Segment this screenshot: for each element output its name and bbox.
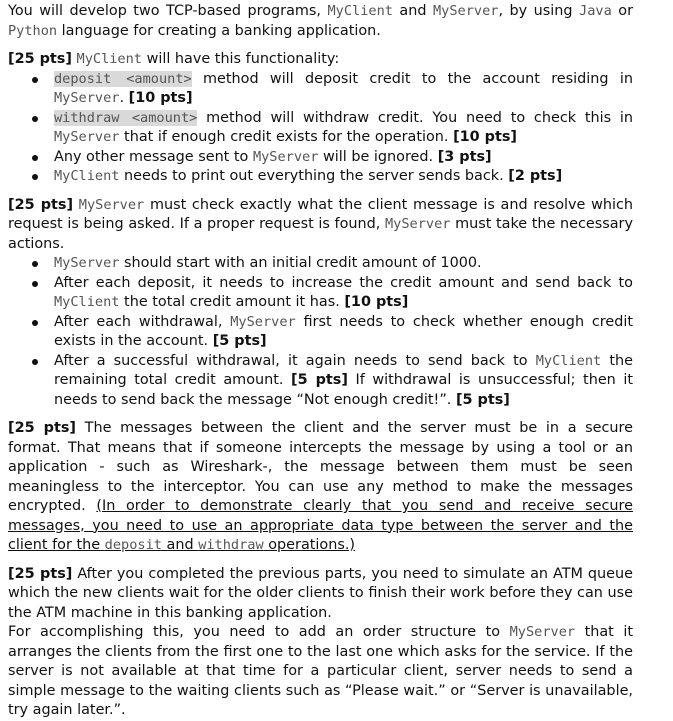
points-label: [10 pts] — [344, 294, 409, 310]
points-label: [10 pts] — [453, 129, 517, 145]
section-1-heading — [8, 50, 633, 70]
section-4-paragraph — [8, 565, 633, 624]
code-java: Java — [579, 3, 612, 19]
section-text: must check exactly what the client message is and resolve which request is being asked. If a proper request is found, — [8, 196, 634, 232]
list-text: the total credit amount it has. — [119, 294, 345, 310]
points-label: [10 pts] — [128, 90, 193, 106]
list-item — [54, 148, 633, 168]
code-myclient: MyClient — [76, 51, 142, 67]
code-myclient: MyClient — [54, 168, 120, 184]
code-withdraw: withdraw <amount> — [54, 109, 198, 126]
points-label: [2 pts] — [508, 168, 563, 184]
code-myserver: MyServer — [252, 148, 319, 165]
underlined-text: operations.) — [263, 537, 356, 553]
code-myserver: MyServer — [384, 216, 451, 232]
code-myserver: MyServer — [230, 313, 296, 330]
list-text: first needs to check whether enough credit exists in the account. — [54, 313, 633, 349]
list-text: should start with an initial credit amount of 1000. — [119, 255, 482, 271]
list-item — [54, 313, 633, 352]
intro-text: , by using — [498, 3, 580, 19]
code-myserver: MyServer — [54, 255, 120, 271]
code-myclient: MyClient — [535, 352, 602, 369]
code-withdraw: withdraw — [198, 537, 264, 553]
code-myserver: MyServer — [78, 196, 145, 213]
list-text: needs to print out everything the server sends back. — [119, 168, 509, 184]
list-text: method will withdraw credit. You need to check this in — [197, 109, 633, 126]
code-deposit: deposit — [104, 537, 162, 553]
list-text: If withdrawal is unsuccessful; then it needs to send back the message “Not enough credit!”. — [54, 372, 633, 408]
section-text: will have this functionality: — [142, 51, 340, 67]
list-text: . — [119, 90, 129, 106]
section-2-list — [8, 254, 633, 410]
code-myclient: MyClient — [327, 3, 393, 19]
intro-paragraph — [8, 2, 633, 41]
list-item — [54, 167, 633, 187]
code-myclient: MyClient — [54, 294, 120, 310]
section-2-paragraph — [8, 196, 633, 255]
list-text: method will deposit credit to the account residing in — [191, 70, 633, 87]
points-label: [5 pts] — [212, 333, 267, 349]
points-label: [5 pts] — [291, 372, 348, 388]
list-text: After each deposit, it needs to increase the credit amount and send back to — [54, 274, 633, 291]
code-myserver: MyServer — [433, 3, 499, 19]
list-text: After a successful withdrawal, it again needs to send back to — [54, 352, 536, 369]
code-deposit: deposit <amount> — [54, 70, 192, 87]
intro-text: You will develop two TCP-based programs, — [8, 3, 328, 19]
underlined-text: and — [161, 537, 199, 553]
list-item — [54, 274, 633, 313]
section-text: must take the necessary actions. — [8, 216, 633, 252]
section-4-paragraph-2 — [8, 623, 633, 721]
list-text: will be ignored. — [318, 148, 438, 165]
section-3-paragraph — [8, 419, 633, 556]
list-item — [54, 254, 633, 274]
code-myserver: MyServer — [54, 129, 120, 145]
intro-text: or — [611, 3, 633, 19]
list-text: that if enough credit exists for the operation. — [119, 129, 454, 145]
intro-text: and — [392, 3, 433, 19]
underlined-text: (In order to demonstrate clearly that you send and receive secure messages, you need to use an appropriate data type between the server and the client for the — [8, 498, 633, 553]
list-item — [54, 109, 633, 148]
list-text: the remaining total credit amount. — [54, 352, 633, 388]
underlined-requirement — [8, 498, 633, 553]
points-label: [3 pts] — [437, 148, 492, 165]
list-text: Any other message sent to — [54, 148, 253, 165]
points-label: [25 pts] — [8, 51, 72, 67]
code-myserver: MyServer — [54, 90, 120, 106]
list-item — [54, 352, 633, 411]
code-python: Python — [8, 22, 58, 39]
list-item — [54, 70, 633, 109]
intro-text: language for creating a banking application. — [57, 22, 381, 39]
points-label: [25 pts] — [8, 565, 73, 582]
points-label: [25 pts] — [8, 420, 77, 436]
section-text: For accomplishing this, you need to add an order structure to — [8, 624, 510, 640]
list-text: After each withdrawal, — [54, 313, 231, 330]
section-text: The messages between the client and the server must be in a secure format. That means that if someone intercepts the message by using a tool or an application - such as Wireshark-, the message between them must be seen meaningless to the interceptor. You can use any method to make the messages encrypted. — [8, 420, 634, 514]
points-label: [25 pts] — [8, 196, 74, 213]
code-myserver: MyServer — [509, 624, 576, 640]
section-text: After you completed the previous parts, you need to simulate an ATM queue which the new clients wait for the older clients to finish their work before they can use the ATM machine in this banking application. — [8, 565, 634, 621]
points-label: [5 pts] — [455, 391, 510, 408]
section-text: that it arranges the clients from the first one to the last one which asks for the service. If the server is not available at that time for a particular client, server needs to send a simple message to the waiting clients such as “Please wait.” or “Server is unavailable, try again later.”. — [8, 624, 633, 718]
section-1-list — [8, 70, 633, 187]
